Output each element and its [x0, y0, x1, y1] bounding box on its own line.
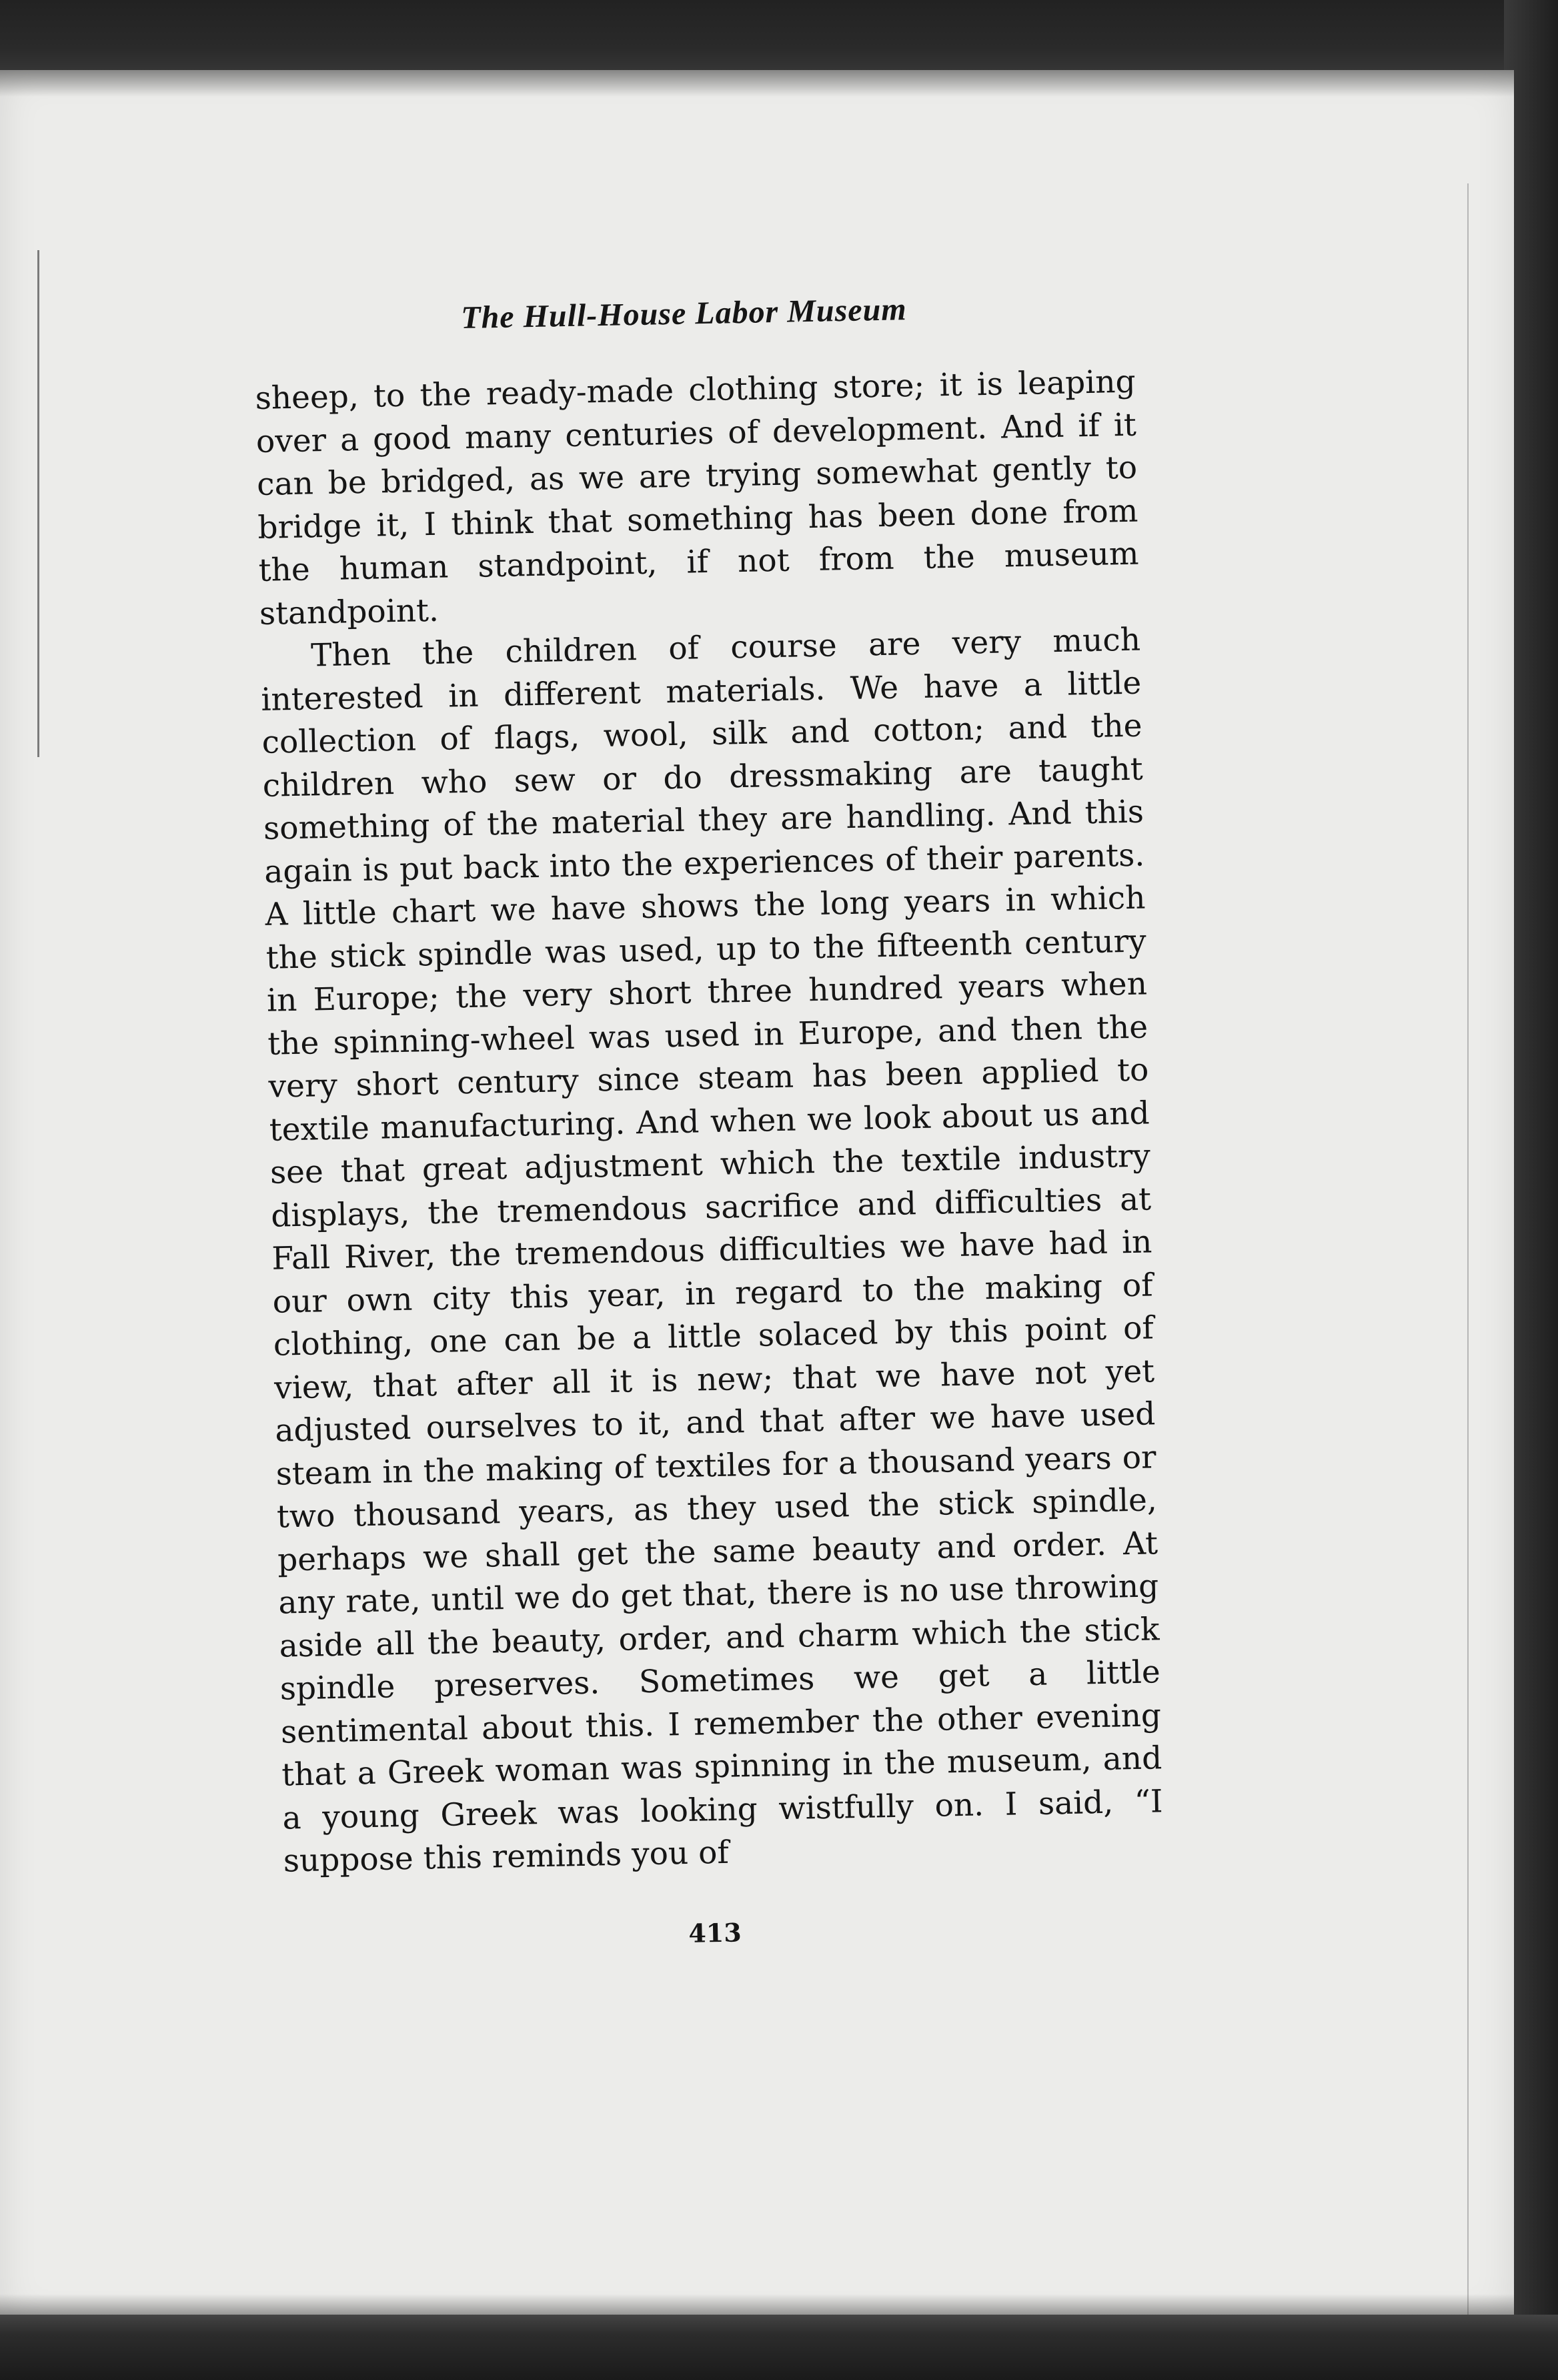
- running-head: The Hull-House Labor Museum: [460, 291, 908, 336]
- paragraph-continued: sheep, to the ready-made clothing store; it is leaping over a good many centuries of development. And if it can be bridged, as we are trying somewhat gently to bridge it, I think that something has been done from the human standpoint, if not from the museum standpoint.: [255, 363, 1139, 632]
- scan-top-border: [0, 0, 1558, 80]
- scan-bottom-border: [0, 2315, 1558, 2380]
- page-edge-line: [1467, 183, 1469, 2318]
- binding-shadow-line: [37, 250, 39, 757]
- page-number: 413: [688, 1916, 742, 1948]
- paragraph-materials: Then the children of course are very much interested in different materials. We have a little collection of flags, wool, silk and cotton; and the children who sew or do dressmaking are taught something of the material they are handling. And this again is put back into the experiences of their parents. A little chart we have shows the long years in which the stick spindle was used, up to the fifteenth century in Europe; the very short three hundred years when the spinning-wheel was used in Europe, and then the very short century since steam has been applied to textile manufacturing. And when we look about us and see that great adjustment which the textile industry displays, the tremendous sacrifice and difficulties at Fall River, the tremendous difficulties we have had in our own city this year, in regard to the making of clothing, one can be a little solaced by this point of view, that after all it is new; that we have not yet adjusted ourselves to it, and that after we have used steam in the making of textiles for a thousand years or two thousand years, as they used the stick spindle, perhaps we shall get the same beauty and order. At any rate, until we do get that, there is no use throwing aside all the beauty, order, and charm which the stick spindle preserves. Sometimes we get a little sentimental about this. I remember the other evening that a Greek woman was spinning in the museum, and a young Greek was looking wistfully on. I said, “I suppose this reminds you of: [260, 621, 1163, 1880]
- page-content: [253, 287, 1165, 1956]
